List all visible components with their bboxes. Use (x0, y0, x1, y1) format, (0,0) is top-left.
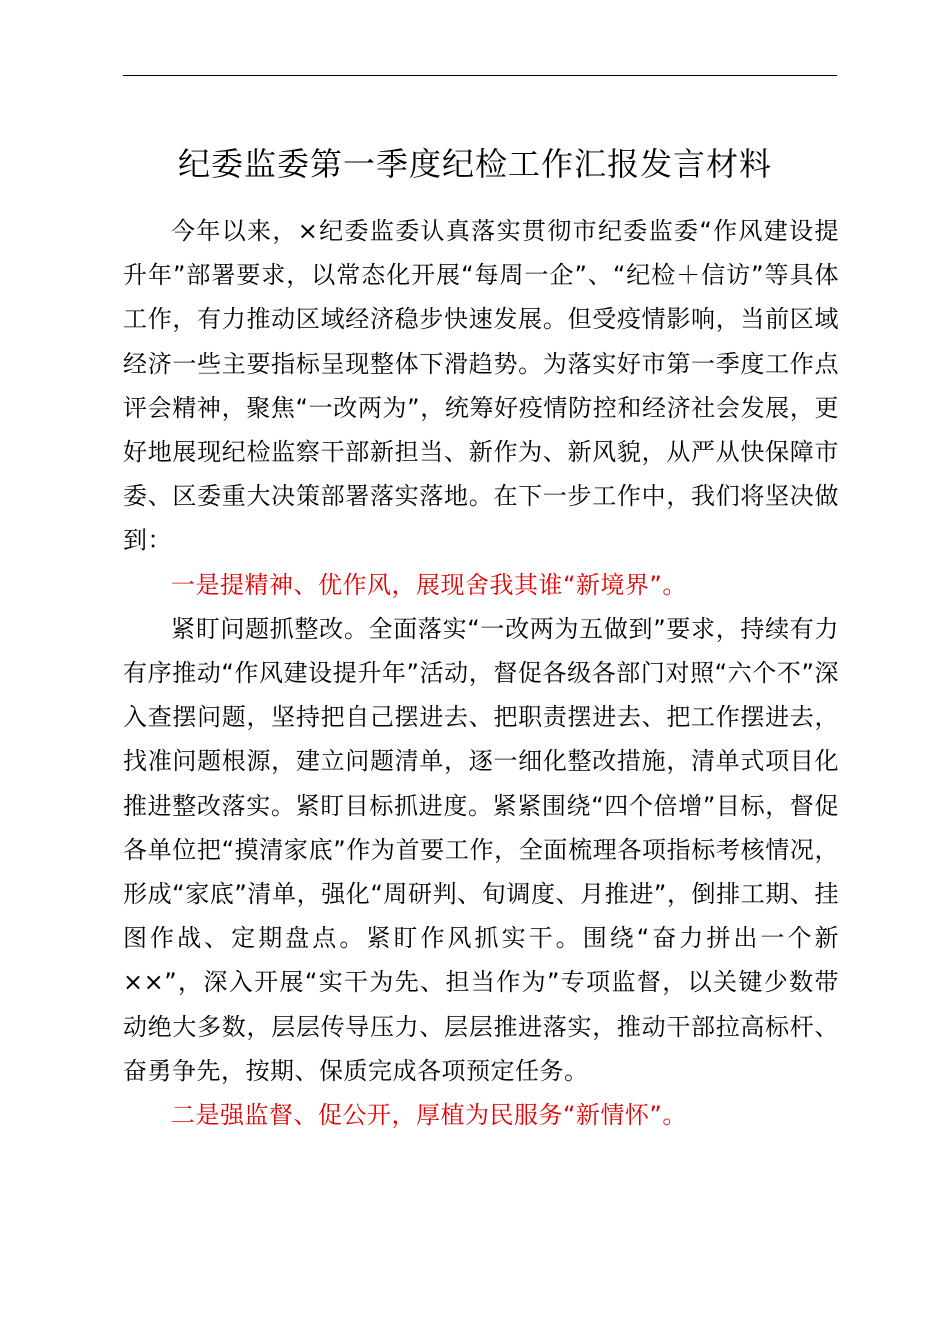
section-heading-1: 一是提精神、优作风，展现舍我其谁“新境界”。 (171, 570, 687, 599)
section-heading-2: 二是强监督、促公开，厚植为民服务“新情怀”。 (171, 1101, 687, 1130)
section-1-paragraph: 紧盯问题抓整改。全面落实“一改两为五做到”要求，持续有力有序推动“作风建设提升年”活动，督促各级各部门对照“六个不”深入查摆问题，坚持把自己摆进去、把职责摆进去、把工作摆进去，找准问题根源，建立问题清单，逐一细化整改措施，清单式项目化推进整改落实。紧盯目标抓进度。紧紧围绕“四个倍增”目标，督促各单位把“摸清家底”作为首要工作，全面梳理各项指标考核情况，形成“家底”清单，强化“周研判、旬调度、月推进”，倒排工期、挂图作战、定期盘点。紧盯作风抓实干。围绕“奋力拼出一个新××”，深入开展“实干为先、担当作为”专项监督，以关键少数带动绝大多数，层层传导压力、层层推进落实，推动干部拉高标杆、奋勇争先，按期、保质完成各项预定任务。 (123, 614, 839, 1085)
header-rule (123, 75, 837, 76)
intro-paragraph: 今年以来，×纪委监委认真落实贯彻市纪委监委“作风建设提升年”部署要求，以常态化开展“每周一企”、“纪检＋信访”等具体工作，有力推动区域经济稳步快速发展。但受疫情影响，当前区域经济一些主要指标呈现整体下滑趋势。为落实好市第一季度工作点评会精神，聚焦“一改两为”，统筹好疫情防控和经济社会发展，更好地展现纪检监察干部新担当、新作为、新风貌，从严从快保障市委、区委重大决策部署落实落地。在下一步工作中，我们将坚决做到： (123, 217, 839, 555)
document-title: 纪委监委第一季度纪检工作汇报发言材料 (177, 145, 772, 183)
document-body (123, 209, 839, 1137)
